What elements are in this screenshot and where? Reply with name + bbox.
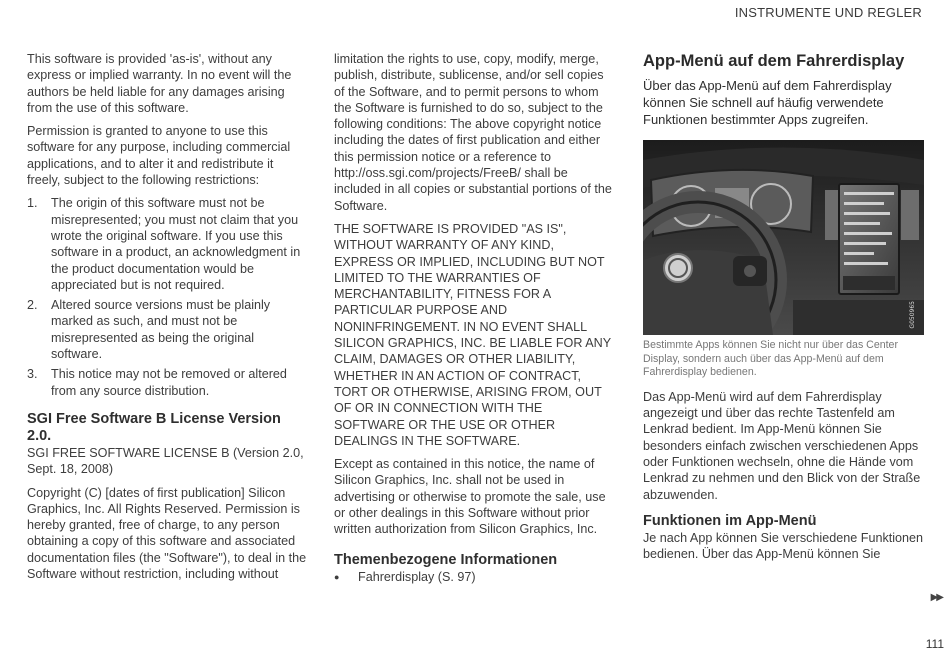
paragraph: Das App-Menü wird auf dem Fahrerdisplay angezeigt und über das rechte Tastenfeld am Lenkrad bedient. Im App-Menü können Sie besonders einfach zwischen verschiedenen Apps oder Funktionen wechseln, ohne die Hände vom Lenkrad zu nehmen und den Blick von der Straße abzuwenden. [643,389,921,502]
list-text: This notice may not be removed or altered from any source distribution. [51,367,287,398]
subsection-heading: Funktionen im App-Menü [643,512,817,529]
related-list [334,569,616,585]
list-number: 1. [27,196,38,211]
figure-caption: Bestimmte Apps können Sie nicht nur über das Center Display, sondern auch über das App-Menü auf dem Fahrerdisplay bedienen. [643,339,898,379]
paragraph: limitation the rights to use, copy, modify, merge, publish, distribute, sublicense, and/or sell copies of the Software, and to permit persons to whom the Software is furnished to do so, subject to the following conditions: The above copyright notice including the dates of first publication and either this permission notice or a reference to http://oss.sgi.com/projects/FreeB/ shall be included in all copies or substantial portions of the Software. [334,52,612,213]
dashboard-illustration [643,140,924,335]
section-heading: SGI Free Software B License Version 2.0. [27,410,281,444]
list-item [27,195,307,293]
list-number: 2. [27,298,38,313]
paragraph: THE SOFTWARE IS PROVIDED "AS IS", WITHOUT WARRANTY OF ANY KIND, EXPRESS OR IMPLIED, INCLUDING BUT NOT LIMITED TO THE WARRANTIES OF MERCHANTABILITY, FITNESS FOR A PARTICULAR PURPOSE AND NONINFRINGEMENT. IN NO EVENT SHALL SILICON GRAPHICS, INC. BE LIABLE FOR ANY CLAIM, DAMAGES OR OTHER LIABILITY, WHETHER IN AN ACTION OF CONTRACT, TORT OR OTHERWISE, ARISING FROM, OUT OF OR IN CONNECTION WITH THE SOFTWARE OR THE USE OR OTHER DEALINGS IN THE SOFTWARE. [334,221,611,448]
column-right [643,51,925,569]
continue-arrows-icon: ▶▶ [930,592,942,603]
lead-paragraph: Über das App-Menü auf dem Fahrerdisplay können Sie schnell auf häufig verwendete Funktionen bestimmter Apps zugreifen. [643,78,892,127]
paragraph: Copyright (C) [dates of first publication] Silicon Graphics, Inc. All Rights Reserved. Permission is hereby granted, free of charge, to any person obtaining a copy of this software and associated documentation files (the "Software"), to deal in the Software without restriction, including without [27,485,307,582]
page-title: App-Menü auf dem Fahrerdisplay [643,52,905,70]
figure-code: G050965 [908,301,916,329]
paragraph: Except as contained in this notice, the name of Silicon Graphics, Inc. shall not be used in advertising or otherwise to promote the sale, use or other dealings in this Software without prior written authorization from Silicon Graphics, Inc. [334,457,606,537]
related-link[interactable]: ● Fahrerdisplay (S. 97) [334,569,616,585]
list-item [27,366,307,399]
restrictions-list [27,195,307,399]
list-text: Altered source versions must be plainly marked as such, and must not be misrepresented as being the original software. [51,298,271,362]
column-middle [334,51,616,585]
related-heading: Themenbezogene Informationen [334,551,558,568]
list-item [27,297,307,362]
paragraph: This software is provided 'as-is', without any express or implied warranty. In no event will the authors be held liable for any damages arising from the use of this software. [27,52,292,115]
paragraph: SGI FREE SOFTWARE LICENSE B (Version 2.0, Sept. 18, 2008) [27,445,304,477]
list-text: The origin of this software must not be misrepresented; you must not claim that you wrote the original software. If you use this software in a product, an acknowledgment in the product documentation would be appreciated but is not required. [51,196,301,292]
page-number: 111 [925,637,944,651]
paragraph: Permission is granted to anyone to use this software for any purpose, including commercial applications, and to alter it and redistribute it freely, subject to the following restrictions: [27,124,291,188]
paragraph: Je nach App können Sie verschiedene Funktionen bedienen. Über das App-Menü können Sie [643,530,924,562]
dashboard-photo [643,140,924,335]
list-number: 3. [27,367,38,382]
column-left [27,51,307,589]
section-header: INSTRUMENTE UND REGLER [734,5,922,20]
